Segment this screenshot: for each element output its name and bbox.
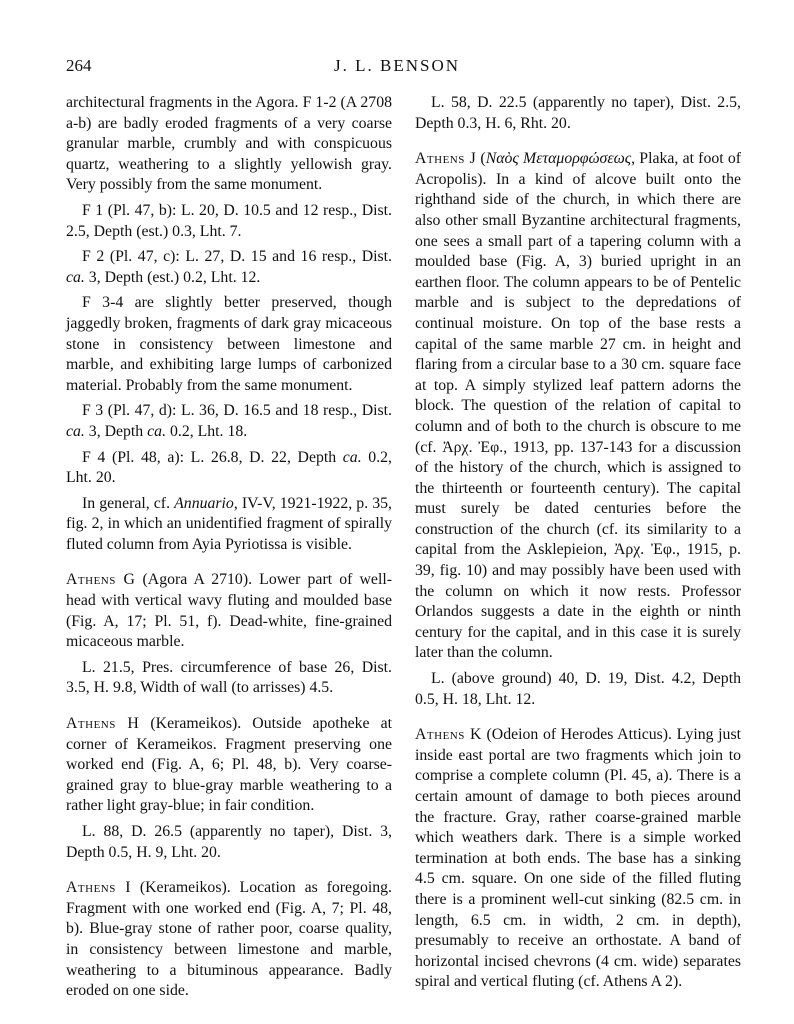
paragraph-f3-4: F 3-4 are slightly better preserved, though jaggedly broken, fragments of dark gray micaceous stone in consistency between limestone and marble, and exhibiting large lumps of carbonized material. Probably from the same monument. — [66, 294, 392, 394]
measurements-athens-j: L. (above ground) 40, D. 19, Dist. 4.2, Depth 0.5, H. 18, Lht. 12. — [415, 670, 741, 708]
entry-title: Athens H — [66, 715, 140, 733]
measurements-athens-h: L. 88, D. 26.5 (apparently no taper), Dist. 3, Depth 0.5, H. 9, Lht. 20. — [66, 823, 392, 861]
right-column — [415, 93, 741, 998]
paragraph-agora-fragments: architectural fragments in the Agora. F 1-2 (A 2708 a-b) are badly eroded fragments of a very coarse granular marble, crumbly and with conspicuous quartz, weathering to a slightly yellowish gray. Very possibly from the same monument. — [66, 94, 392, 194]
greek-church-name: Ναὸς Μεταμορφώσεως — [485, 150, 632, 168]
entry-athens-h: Athens H (Kerameikos). Outside apotheke at corner of Kerameikos. Fragment preserving one worked end (Fig. A, 6; Pl. 48, b). Very coarse-grained gray to blue-gray marble weathering to a rather light gray-blue; in fair condition. — [66, 715, 392, 815]
greek-citation: Ἀρχ. Ἐφ. — [613, 541, 676, 559]
running-head: J. L. BENSON — [333, 56, 460, 75]
entry-f3: F 3 (Pl. 47, d): L. 36, D. 16.5 and 18 resp., Dist. ca. 3, Depth ca. 0.2, Lht. 18. — [66, 402, 392, 440]
paragraph-annuario: In general, cf. Annuario, IV-V, 1921-1922, p. 35, fig. 2, in which an unidentified fragment of spirally fluted column from Ayia Pyriotissa is visible. — [66, 494, 392, 553]
measurements-athens-g: L. 21.5, Pres. circumference of base 26, Dist. 3.5, H. 9.8, Width of wall (to arrisses) 4.5. — [66, 658, 392, 697]
page-number: 264 — [66, 56, 92, 75]
entry-title: Athens G — [66, 571, 136, 589]
entry-title: Athens I — [66, 879, 131, 897]
greek-citation: Ἀρχ. Ἐφ. — [442, 438, 504, 456]
entry-athens-g: Athens G (Agora A 2710). Lower part of well-head with vertical wavy fluting and moulded base (Fig. A, 17; Pl. 51, f). Dead-white, fine-grained micaceous marble. — [66, 571, 392, 651]
measurements-athens-i: L. 58, D. 22.5 (apparently no taper), Dist. 2.5, Depth 0.3, H. 6, Rht. 20. — [415, 94, 741, 132]
entry-athens-i: Athens I (Kerameikos). Location as foregoing. Fragment with one worked end (Fig. A, 7; Pl. 48, b). Blue-gray stone of rather poor, coarse quality, in consistency between limestone and marble, weathering to a bituminous appearance. Badly eroded on one side. — [66, 879, 392, 1000]
left-column — [66, 93, 392, 1007]
entry-athens-j: Athens J (Ναὸς Μεταμορφώσεως, Plaka, at foot of Acropolis). In a kind of alcove built onto the righthand side of the church, in which there are also other small Byzantine architectural fragments, one sees a small part of a tapering column with a moulded base (Fig. A, 3) buried upright in an earthen floor. The column appears to be of Pentelic marble and is subject to the depredations of continual moisture. On top of the base rests a capital of the same marble 27 cm. in height and flaring from a circular base to a 30 cm. square face at top. A simply stylized leaf pattern adorns the block. The question of the relation of capital to column and of both to the church is obscure to me (cf. Ἀρχ. Ἐφ., 1913, pp. 137-143 for a discussion of the history of the church, which is assigned to the thirteenth or fourteenth century). The capital must surely be dated centuries before the construction of the church (cf. its similarity to a capital from the Asklepieion, Ἀρχ. Ἐφ., 1915, p. 39, fig. 10) and may possibly have been used with the column on which it now rests. Professor Orlandos suggests a date in the eighth or ninth century for the capital, and in this case it is surely later than the column. — [415, 150, 741, 662]
entry-title: Athens J — [415, 150, 477, 168]
entry-athens-k: Athens K (Odeion of Herodes Atticus). Lying just inside east portal are two fragments which join to comprise a complete column (Pl. 45, a). There is a certain amount of damage to both pieces around the fracture. Gray, rather coarse-grained marble which weathers dark. There is a simple worked termination at both ends. The base has a sinking 4.5 cm. square. On one side of the filled fluting there is a prominent well-cut sinking (82.5 cm. in length, 6.5 cm. in width, 2 cm. in depth), presumably to receive an orthostate. A band of horizontal incised chevrons (4 cm. wide) separates spiral and vertical fluting (cf. Athens A 2). — [415, 726, 741, 991]
page-header — [0, 56, 794, 80]
entry-title: Athens K — [415, 726, 482, 744]
entry-f4: F 4 (Pl. 48, a): L. 26.8, D. 22, Depth ca. 0.2, Lht. 20. — [66, 448, 392, 487]
entry-f2: F 2 (Pl. 47, c): L. 27, D. 15 and 16 resp., Dist. ca. 3, Depth (est.) 0.2, Lht. 12. — [66, 248, 392, 286]
entry-f1: F 1 (Pl. 47, b): L. 20, D. 10.5 and 12 resp., Dist. 2.5, Depth (est.) 0.3, Lht. 7. — [66, 201, 392, 240]
